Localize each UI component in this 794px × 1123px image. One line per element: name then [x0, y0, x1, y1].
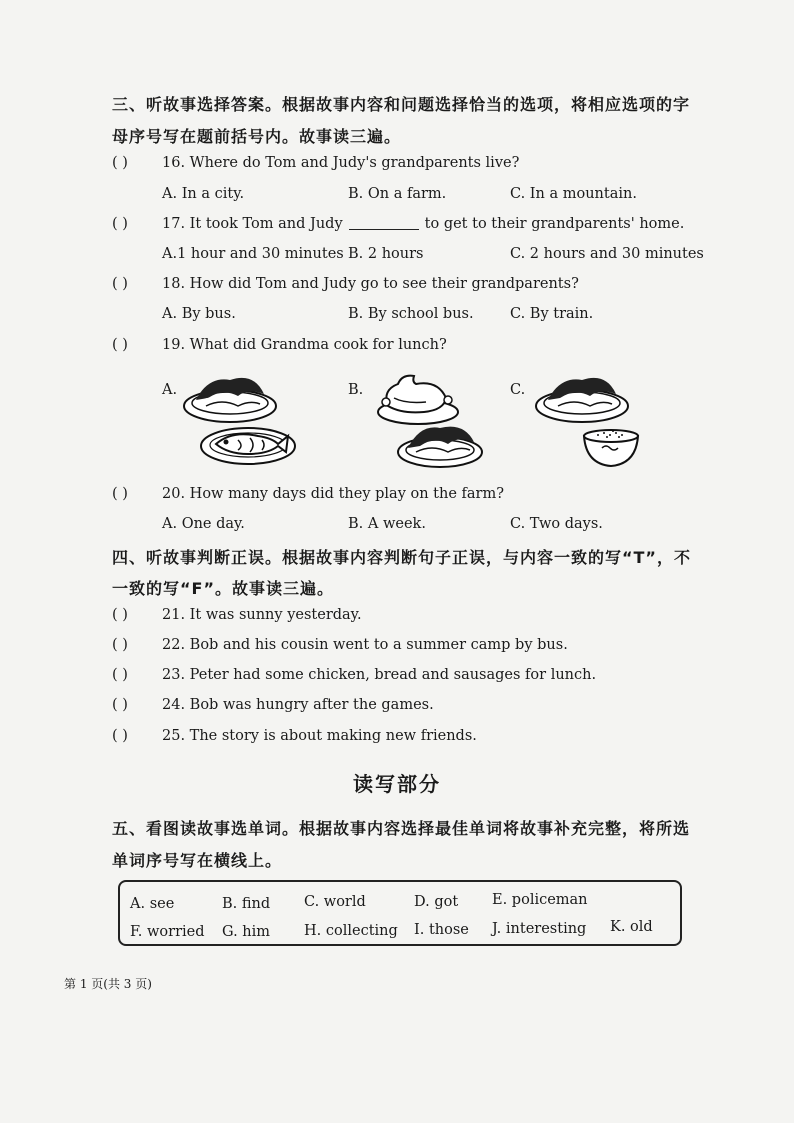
section5-title-line2: 单词序号写在横线上。	[112, 851, 283, 870]
option-16-a: A. In a city.	[162, 186, 245, 202]
word-bank-box	[118, 880, 682, 946]
section3-title-line2: 母序号写在题前括号内。故事读三遍。	[112, 127, 402, 146]
option-16-c: C. In a mountain.	[510, 186, 637, 202]
question-18: 18. How did Tom and Judy go to see their grandparents?	[162, 276, 579, 292]
option-20-a: A. One day.	[162, 516, 245, 532]
option-18-b: B. By school bus.	[348, 306, 474, 322]
word-option-a: A. see	[130, 896, 175, 912]
question-20: 20. How many days did they play on the farm?	[162, 486, 504, 502]
answer-paren-17[interactable]: ( )	[112, 216, 128, 232]
option-18-c: C. By train.	[510, 306, 594, 322]
question-22: 22. Bob and his cousin went to a summer camp by bus.	[162, 637, 568, 653]
question-24: 24. Bob was hungry after the games.	[162, 697, 434, 713]
answer-paren-23[interactable]: ( )	[112, 667, 128, 683]
word-option-h: H. collecting	[304, 923, 398, 939]
answer-paren-19[interactable]: ( )	[112, 337, 128, 353]
word-option-j: J. interesting	[492, 921, 587, 937]
question-17-before: 17. It took Tom and Judy	[162, 216, 343, 232]
word-option-g: G. him	[222, 924, 271, 940]
word-option-i: I. those	[414, 922, 469, 938]
answer-paren-21[interactable]: ( )	[112, 607, 128, 623]
word-option-e: E. policeman	[492, 892, 588, 908]
vegetables-plate-icon	[392, 420, 486, 470]
section3-title-line1: 三、听故事选择答案。根据故事内容和问题选择恰当的选项，将相应选项的字	[112, 95, 691, 114]
option-19-a: A.	[162, 382, 178, 398]
option-16-b: B. On a farm.	[348, 186, 447, 202]
question-17-after: to get to their grandparents' home.	[424, 216, 685, 232]
answer-paren-20[interactable]: ( )	[112, 486, 128, 502]
word-option-f: F. worried	[130, 924, 205, 940]
option-17-c: C. 2 hours and 30 minutes	[510, 246, 704, 262]
section5-title-line1: 五、看图读故事选单词。根据故事内容选择最佳单词将故事补充完整，将所选	[112, 819, 691, 838]
question-16: 16. Where do Tom and Judy's grandparents live?	[162, 155, 520, 171]
option-17-b: B. 2 hours	[348, 246, 424, 262]
option-19-b: B.	[348, 382, 364, 398]
vegetables-plate-icon	[178, 368, 278, 426]
answer-paren-24[interactable]: ( )	[112, 697, 128, 713]
question-23: 23. Peter had some chicken, bread and sausages for lunch.	[162, 667, 597, 683]
option-17-a: A.1 hour and 30 minutes	[162, 246, 344, 262]
word-option-b: B. find	[222, 896, 271, 912]
answer-paren-22[interactable]: ( )	[112, 637, 128, 653]
section4-title-line2: 一致的写“F”。故事读三遍。	[112, 579, 334, 598]
roast-chicken-icon	[372, 368, 462, 426]
question-17	[162, 216, 684, 232]
rice-bowl-icon	[578, 418, 644, 470]
page-footer: 第 1 页(共 3 页)	[64, 977, 152, 991]
option-20-c: C. Two days.	[510, 516, 603, 532]
question-21: 21. It was sunny yesterday.	[162, 607, 362, 623]
option-19-c: C.	[510, 382, 526, 398]
answer-paren-16[interactable]: ( )	[112, 155, 128, 171]
fill-blank-17[interactable]	[349, 229, 419, 230]
section4-title-line1: 四、听故事判断正误。根据故事内容判断句子正误，与内容一致的写“T”，不	[112, 548, 691, 567]
option-20-b: B. A week.	[348, 516, 426, 532]
question-25: 25. The story is about making new friends.	[162, 728, 477, 744]
option-18-a: A. By bus.	[162, 306, 236, 322]
question-19: 19. What did Grandma cook for lunch?	[162, 337, 447, 353]
word-option-c: C. world	[304, 894, 366, 910]
fish-plate-icon	[198, 420, 298, 468]
answer-paren-18[interactable]: ( )	[112, 276, 128, 292]
word-option-d: D. got	[414, 894, 459, 910]
part-title: 读写部分	[353, 772, 441, 796]
answer-paren-25[interactable]: ( )	[112, 728, 128, 744]
word-option-k: K. old	[610, 919, 653, 935]
